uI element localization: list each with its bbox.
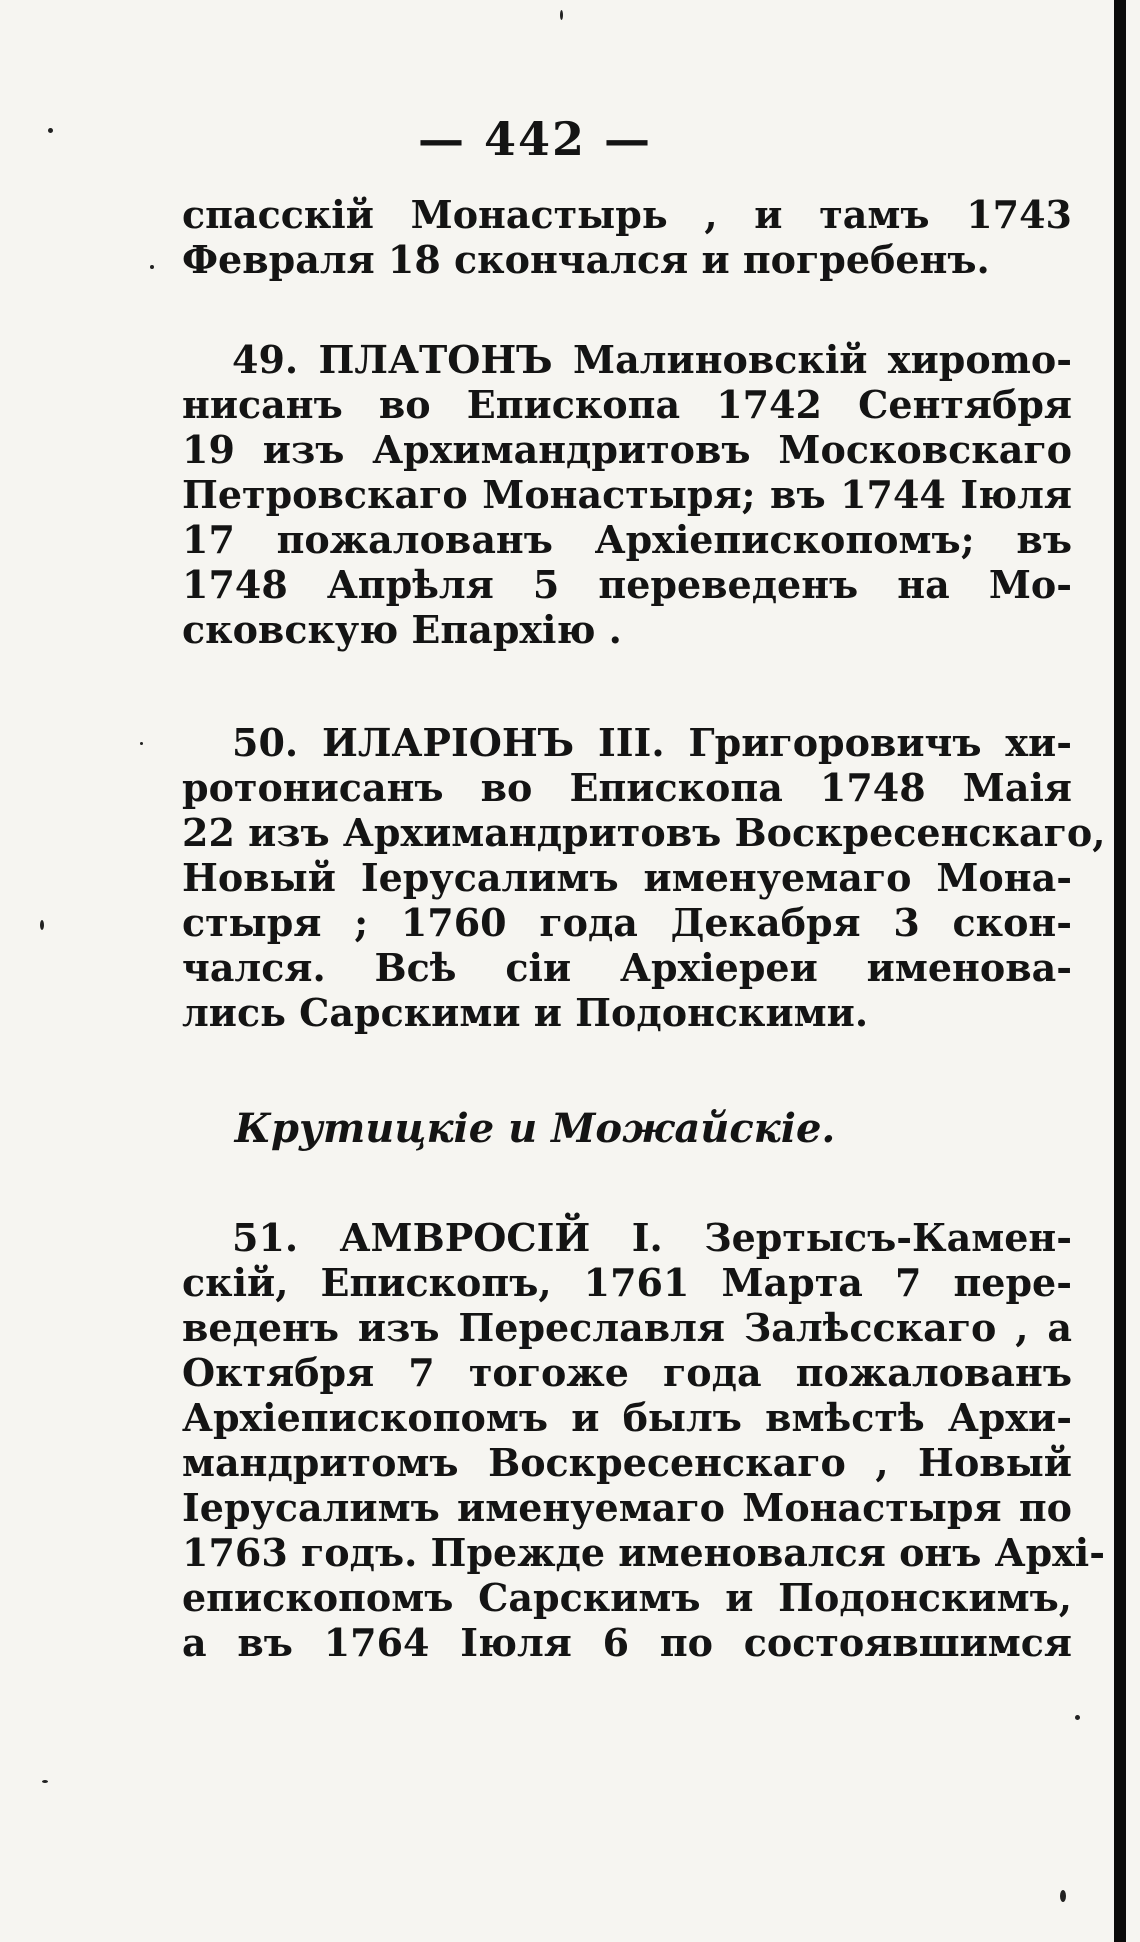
entry-51 [182, 1215, 1106, 1665]
text-line: стыря ; 1760 года Декабря 3 скон- [182, 900, 1072, 945]
scan-speck [42, 1780, 48, 1783]
text-line: ротонисанъ во Епископа 1748 Маія [182, 765, 1072, 810]
text-line: 50. ИЛАРІОНЪ III. Григоровичъ хи- [232, 720, 1072, 765]
text-line: а въ 1764 Іюля 6 по состоявшимся [182, 1620, 1072, 1665]
scan-speck [560, 10, 563, 20]
page-number: — 442 — [417, 112, 653, 166]
scan-speck [150, 265, 154, 269]
text-line: Февраля 18 скончался и погребенъ. [182, 237, 990, 282]
text-line: Архіепископомъ и былъ вмѣстѣ Архи- [182, 1395, 1072, 1440]
scan-speck [40, 920, 44, 930]
text-line: 1748 Апрѣля 5 переведенъ на Мо- [182, 562, 1072, 607]
scan-speck [1060, 1890, 1066, 1902]
text-line: чался. Всѣ сіи Архіереи именова- [182, 945, 1072, 990]
text-line: Петровскаго Монастыря; въ 1744 Іюля [182, 472, 1072, 517]
text-line: епископомъ Сарскимъ и Подонскимъ, [182, 1575, 1072, 1620]
text-line: 51. АМВРОСІЙ I. Зертысъ-Камен- [232, 1215, 1072, 1260]
text-line: 1763 годъ. Прежде именовался онъ Архі- [182, 1530, 1106, 1575]
entry-49 [182, 337, 1072, 652]
scan-speck [140, 742, 143, 745]
text-line: нисанъ во Епископа 1742 Сентября [182, 382, 1072, 427]
scan-speck [1075, 1715, 1080, 1720]
text-line: скій, Епископъ, 1761 Марта 7 пере- [182, 1260, 1072, 1305]
text-line: Новый Іерусалимъ именуемаго Мона- [182, 855, 1072, 900]
entry-50 [182, 720, 1106, 1035]
page-edge-shadow [1114, 0, 1126, 1942]
text-line: 49. ПЛАТОНЪ Малиновскій хироmo- [232, 337, 1072, 382]
text-line: спасскій Монастырь , и тамъ 1743 [182, 192, 1072, 237]
text-line: мандритомъ Воскресенскаго , Новый [182, 1440, 1072, 1485]
text-line: лись Сарскими и Подонскими. [182, 990, 869, 1035]
text-line: Октября 7 тогоже года пожалованъ [182, 1350, 1072, 1395]
text-line: Іерусалимъ именуемаго Монастыря по [182, 1485, 1072, 1530]
text-line: сковскую Епархію . [182, 607, 622, 652]
text-line: 19 изъ Архимандритовъ Московскаго [182, 427, 1072, 472]
continuation-paragraph [182, 192, 1072, 282]
text-line: 17 пожалованъ Архіепископомъ; въ [182, 517, 1072, 562]
text-line: веденъ изъ Переславля Залѣсскаго , а [182, 1305, 1072, 1350]
section-heading: Крутицкіе и Можайскіе. [234, 1105, 836, 1152]
text-line: 22 изъ Архимандритовъ Воскресенскаго, [182, 810, 1106, 855]
